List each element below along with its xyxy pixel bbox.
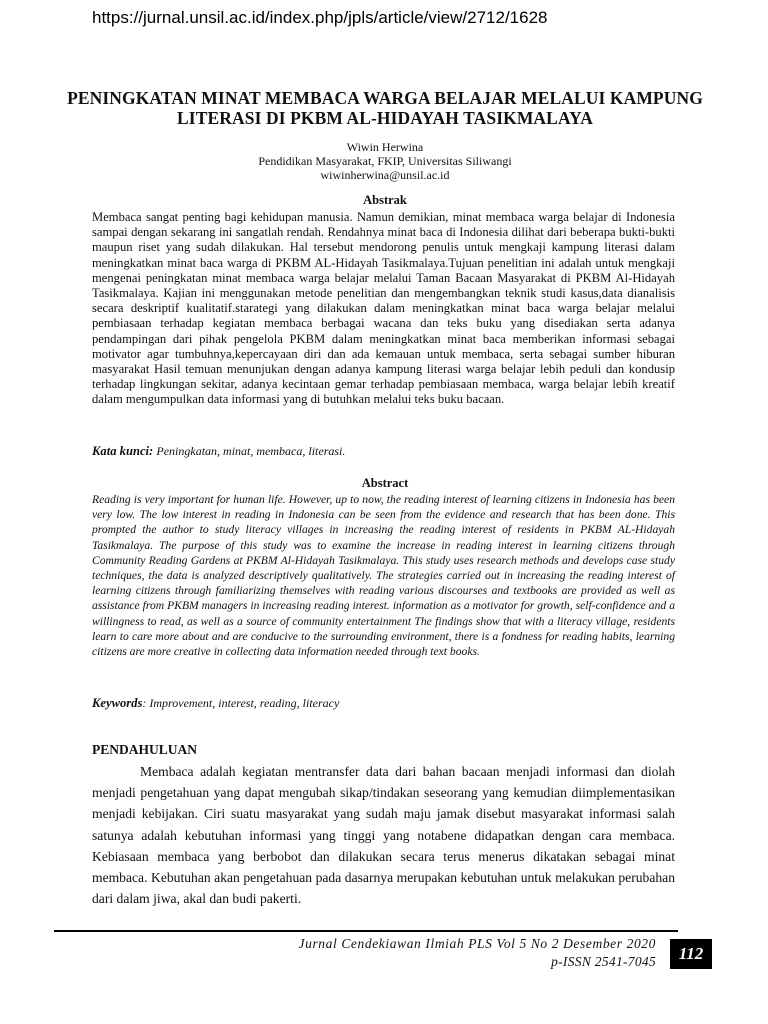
keywords-line (92, 696, 339, 711)
author-name: Wiwin Herwina (346, 140, 424, 154)
article-title: PENINGKATAN MINAT MEMBACA WARGA BELAJAR MELALUI KAMPUNG LITERASI DI PKBM AL-HIDAYAH TASIKMALAYA (67, 88, 703, 128)
kata-kunci-label: Kata kunci: (92, 444, 154, 458)
abstrak-heading: Abstrak (363, 193, 407, 207)
footer-journal-name: Jurnal Cendekiawan Ilmiah PLS Vol 5 No 2 Desember 2020 (298, 936, 656, 951)
author-block (60, 140, 710, 182)
keywords-label: Keywords (92, 696, 143, 710)
author-email[interactable]: wiwinherwina@unsil.ac.id (320, 168, 450, 182)
abstrak-body: Membaca sangat penting bagi kehidupan manusia. Namun demikian, minat membaca warga belajar di Indonesia sampai dengan sekarang ini sangatlah rendah. Rendahnya minat baca di Indonesia dilihat dari beberapa bukti-bukti maupun riset yang sudah dilakukan. Hal tersebut mendorong penulis untuk mengkaji kampung literasi dalam meningkatkan minat baca warga di PKBM AL-Hidayah Tasikmalaya.Tujuan penelitian ini adalah untuk mengkaji mengenai peningkatan minat membaca warga belajar melalui Taman Bacaan Masyarakat di PKBM Al-Hidayah Tasikmalaya. Kajian ini menggunakan metode penelitian dan mengembangkan teknik studi kasus,data dianalisis secara deskriptif kualitatif.starategi yang dilakukan dalam meningkatkan minat baca warga belajar melalui pembiasaan terhadap kegiatan membaca berbagai wacana dan teks buku yang disediakan serta adanya pendampingan dari pihak pengelola PKBM dalam meningkatkan minat baca memberikan informasi sebagai motivator agar tumbuhnya,kepercayaan diri dan ada kemauan untuk membaca, serta sebagai sumber hiburan masyarakat Hasil temuan menunjukan dengan adanya kampung literasi warga belajar lebih peduli dan kondusip terhadap lingkungan sekitar, adanya kecintaan gemar terhadap pembiasaan membaca, warga belajar lebih kreatif dalam mengumpulkan data informasi yang di butuhkan melalui teks buku bacaan. (92, 210, 675, 407)
abstract-heading: Abstract (361, 476, 409, 490)
keywords-values: : Improvement, interest, reading, literacy (142, 696, 340, 710)
author-affiliation: Pendidikan Masyarakat, FKIP, Universitas Siliwangi (258, 154, 512, 168)
page-number: 112 (670, 939, 712, 969)
source-url[interactable]: https://jurnal.unsil.ac.id/index.php/jpls/article/view/2712/1628 (92, 8, 548, 27)
kata-kunci-line (92, 444, 345, 459)
pendahuluan-body: Membaca adalah kegiatan mentransfer data dari bahan bacaan menjadi informasi dan diolah menjadi pengetahuan yang dapat mengubah sikap/tindakan seseorang yang kemudian diimplementasikan menjadi kebijakan. Ciri suatu masyarakat yang sudah maju jamak disebut masyarakat informasi salah satunya adalah kebutuhan informasi yang tinggi yang notabene didapatkan dengan cara membaca. Kebiasaan membaca yang berbobot dan dilakukan secara terus menerus dikatakan sebagai minat membaca. Kebutuhan akan pengetahuan pada dasarnya merupakan kebutuhan untuk melakukan perubahan dari dalam jiwa, akal dan budi pakerti. (92, 764, 675, 907)
footer-issn: p-ISSN 2541-7045 (551, 954, 656, 969)
kata-kunci-values: Peningkatan, minat, membaca, literasi. (156, 444, 346, 458)
pendahuluan-heading: PENDAHULUAN (92, 742, 198, 757)
abstract-body: Reading is very important for human life. However, up to now, the reading interest of learning citizens in Indonesia has been very low. The low interest in reading in Indonesia can be seen from the evidence and research that has been done. This prompted the author to study literacy villages in increasing the reading interest of residents in PKBM AL-Hidayah Tasikmalaya. The purpose of this study was to examine the increase in reading interest in learning citizens through Community Reading Gardens at PKBM Al-Hidayah Tasikmalaya. This study uses research methods and develops case study techniques, the data is analyzed descriptively qualitatively. The strategies carried out in increasing the reading interest of learning citizens through familiarizing themselves with reading various discourses and textbooks are provided as well as assistance from PKBM managers in increasing reading interest. information as a motivator for growth, self-confidence and a willingness to read, as well as a source of community entertainment The findings show that with a literacy village, residents learn to care more about and are conducive to the surrounding environment, there is a fondness for reading habits, learning citizens are more creative in collecting data information needed through text books. (92, 493, 675, 659)
footer-divider (54, 930, 678, 932)
